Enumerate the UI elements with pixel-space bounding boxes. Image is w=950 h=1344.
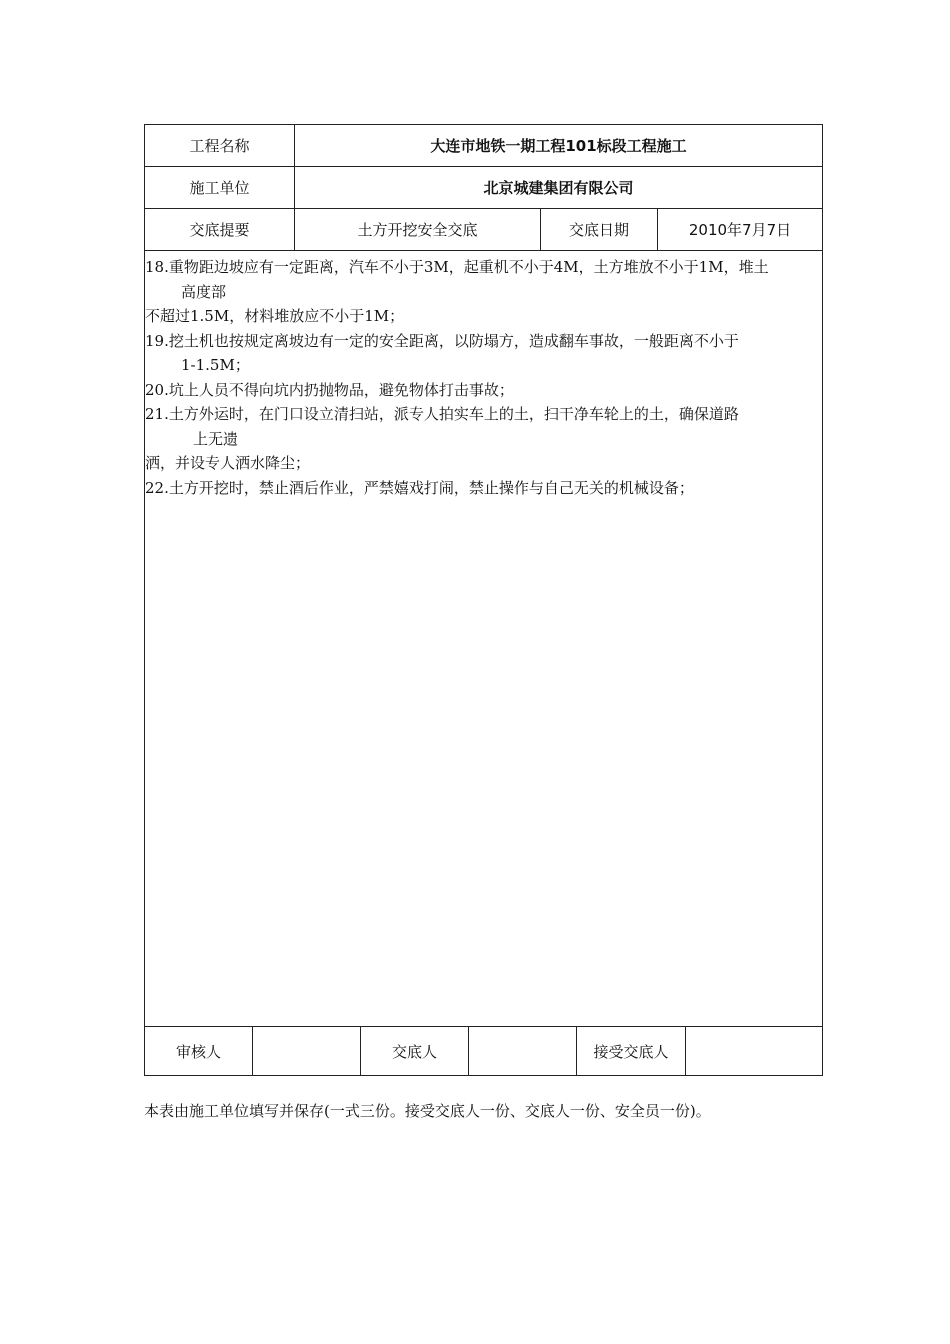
- summary-value: 土方开挖安全交底: [295, 209, 541, 250]
- item-21-wrap: 上无遗: [193, 429, 239, 448]
- item-21-line: 21.土方外运时，在门口设立清扫站，派专人拍实车上的土，扫干净车轮上的土，确保道路: [145, 405, 739, 423]
- summary-row: [145, 209, 822, 251]
- unit-value: 北京城建集团有限公司: [483, 179, 634, 197]
- list-item: [145, 378, 822, 403]
- project-name-label: 工程名称: [145, 125, 295, 166]
- date-value: 2010年7月7日: [688, 221, 792, 239]
- project-name-row: [145, 125, 822, 167]
- unit-label: 施工单位: [145, 167, 295, 208]
- safety-disclosure-form: [144, 124, 823, 1076]
- receiver-field[interactable]: [686, 1027, 822, 1075]
- reviewer-label: 审核人: [145, 1027, 253, 1075]
- unit-row: [145, 167, 822, 209]
- summary-label: 交底提要: [145, 209, 295, 250]
- signature-row: [145, 1027, 822, 1075]
- receiver-label: 接受交底人: [577, 1027, 686, 1075]
- list-item: [145, 476, 822, 501]
- item-19-wrap: 1-1.5M；: [181, 356, 250, 374]
- discloser-field[interactable]: [469, 1027, 577, 1075]
- project-name-value: 大连市地铁一期工程101标段工程施工: [430, 137, 687, 155]
- discloser-label: 交底人: [361, 1027, 469, 1075]
- list-item: [145, 329, 822, 378]
- list-item: [145, 255, 822, 329]
- item-18-line: 18.重物距边坡应有一定距离，汽车不小于3M，起重机不小于4M，土方堆放不小于1M，堆土: [145, 258, 769, 276]
- item-19-line: 19.挖土机也按规定离坡边有一定的安全距离，以防塌方，造成翻车事故，一般距离不小于: [145, 331, 739, 350]
- item-20-line: 20.坑上人员不得向坑内扔抛物品，避免物体打击事故；: [145, 380, 514, 399]
- disclosure-content: [145, 251, 822, 1027]
- date-label: 交底日期: [541, 209, 658, 250]
- item-18-cont: 不超过1.5M，材料堆放应不小于1M；: [145, 307, 405, 325]
- item-21-cont: 洒，并设专人洒水降尘；: [145, 454, 311, 472]
- form-footnote: 本表由施工单位填写并保存(一式三份。接受交底人一份、交底人一份、安全员一份)。: [144, 1102, 711, 1120]
- list-item: [145, 402, 822, 476]
- reviewer-field[interactable]: [253, 1027, 361, 1075]
- item-22-line: 22.土方开挖时，禁止酒后作业，严禁嬉戏打闹，禁止操作与自己无关的机械设备；: [145, 478, 694, 497]
- item-18-wrap: 高度部: [181, 282, 227, 301]
